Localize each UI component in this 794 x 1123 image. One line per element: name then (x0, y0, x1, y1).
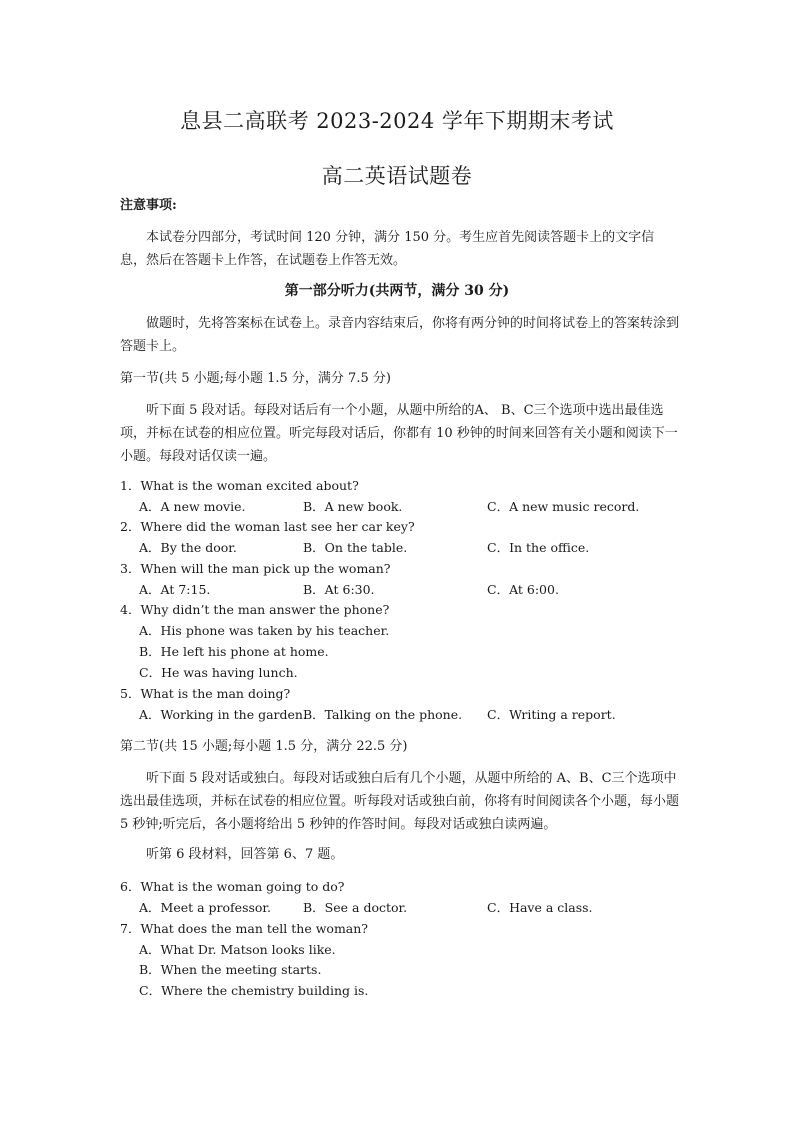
q3-option-c: C．At 6:00. (487, 582, 559, 597)
q2-option-c: C．In the office. (487, 540, 590, 555)
q4-option-b: B．He left his phone at home. (139, 644, 329, 659)
question-6: 6．What is the woman going to do? (120, 879, 345, 894)
question-7: 7．What does the man tell the woman? (120, 921, 369, 936)
q7-option-b: B．When the meeting starts. (139, 962, 322, 977)
q4-option-a: A．His phone was taken by his teacher. (139, 623, 390, 638)
question-3: 3．When will the man pick up the woman? (120, 561, 391, 576)
q2-option-a: A．By the door. (139, 540, 237, 555)
q1-option-b: B．A new book. (303, 499, 403, 514)
q6-option-b: B．See a doctor. (303, 900, 408, 915)
section1-instructions: 听下面 5 段对话。每段对话后有一个小题，从题中所给的A、 B、C三个选项中选出最佳选项，并标在试卷的相应位置。听完每段对话后，你都有 10 秒钟的时间来回答有关小题和阅读下一小题。每段对话仅读一遍。 (120, 403, 678, 464)
material-6-note: 听第 6 段材料，回答第 6、7 题。 (146, 847, 344, 862)
q6-option-a: A．Meet a professor. (139, 900, 272, 915)
question-2: 2．Where did the woman last see her car key? (120, 519, 415, 534)
q3-option-a: A．At 7:15. (139, 582, 211, 597)
part1-heading: 第一部分听力(共两节，满分 30 分) (284, 283, 510, 299)
q5-option-a: A．Working in the garden. (139, 707, 307, 722)
exam-subtitle: 高二英语试题卷 (321, 164, 473, 188)
q2-option-b: B．On the table. (303, 540, 408, 555)
q1-option-c: C．A new music record. (487, 499, 640, 514)
notice-heading: 注意事项: (120, 198, 177, 213)
q4-option-c: C．He was having lunch. (139, 665, 298, 680)
q3-option-b: B．At 6:30. (303, 582, 375, 597)
question-5: 5．What is the man doing? (120, 686, 291, 701)
question-4: 4．Why didn’t the man answer the phone? (120, 602, 390, 617)
exam-title: 息县二高联考 2023-2024 学年下期期末考试 (180, 109, 614, 133)
q6-option-c: C．Have a class. (487, 900, 593, 915)
q5-option-c: C．Writing a report. (487, 707, 616, 722)
section2-heading: 第二节(共 15 小题;每小题 1.5 分，满分 22.5 分) (120, 739, 408, 754)
q1-option-a: A．A new movie. (139, 499, 246, 514)
section1-heading: 第一节(共 5 小题;每小题 1.5 分，满分 7.5 分) (120, 371, 391, 386)
part1-instructions: 做题时，先将答案标在试卷上。录音内容结束后，你将有两分钟的时间将试卷上的答案转涂到答题卡上。 (120, 316, 680, 354)
q7-option-c: C．Where the chemistry building is. (139, 983, 369, 998)
question-1: 1．What is the woman excited about? (120, 478, 359, 493)
q7-option-a: A．What Dr. Matson looks like. (139, 942, 336, 957)
section2-instructions: 听下面 5 段对话或独白。每段对话或独白后有几个小题，从题中所给的 A、B、C三个选项中选出最佳选项，并标在试卷的相应位置。听每段对话或独白前，你将有时间阅读各个小题，每小题 5 秒钟;听完后，各小题将给出 5 秒钟的作答时间。每段对话或独白读两遍。 (120, 771, 680, 832)
notice-text: 本试卷分四部分，考试时间 120 分钟，满分 150 分。考生应首先阅读答题卡上的文字信息，然后在答题卡上作答，在试题卷上作答无效。 (120, 230, 655, 268)
q5-option-b: B．Talking on the phone. (303, 707, 463, 722)
